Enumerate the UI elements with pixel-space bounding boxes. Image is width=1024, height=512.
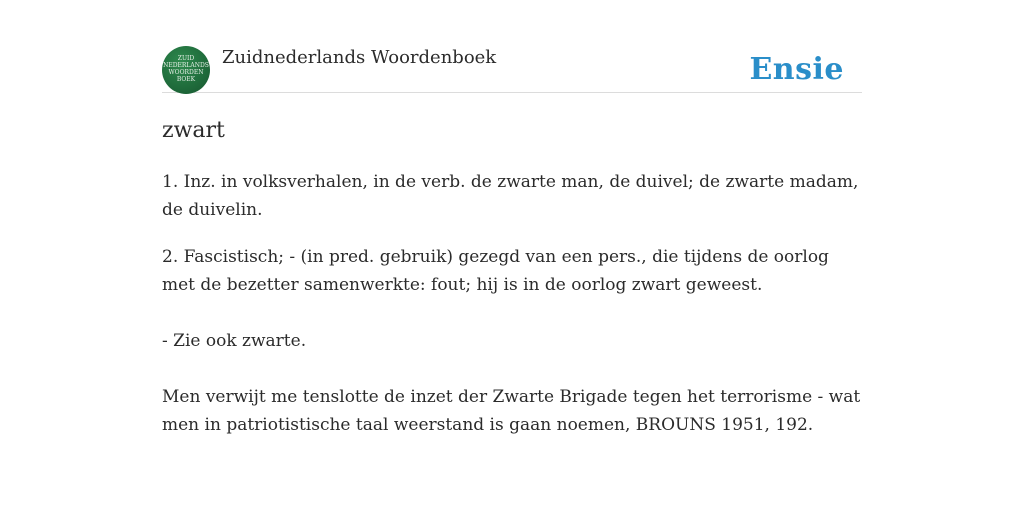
logo-text: [162, 55, 210, 83]
logo-line: ZUID: [177, 55, 195, 62]
logo-line: BOEK: [176, 76, 196, 83]
see-also: - Zie ook zwarte.: [162, 331, 307, 351]
definition-2: 2. Fascistisch; - (in pred. gebruik) gezegd van een pers., die tijdens de oorlog met de bezetter samenwerkte: fout; hij is in de oorlog zwart geweest.: [162, 247, 829, 295]
site-title[interactable]: Zuidnederlands Woordenboek: [222, 47, 497, 68]
brand-logo[interactable]: Ensie: [749, 52, 844, 87]
entry-headword: zwart: [162, 118, 225, 143]
definition-1: 1. Inz. in volksverhalen, in de verb. de zwarte man, de duivel; de zwarte madam, de duivelin.: [162, 172, 859, 220]
citation: Men verwijt me tenslotte de inzet der Zwarte Brigade tegen het terrorisme - wat men in patriotistische taal weerstand is gaan noemen, BROUNS 1951, 192.: [162, 387, 861, 435]
site-logo[interactable]: [162, 46, 210, 94]
site-header: [162, 46, 862, 93]
logo-line: NEDERLANDS: [163, 62, 209, 69]
logo-line: WOORDEN: [168, 69, 204, 76]
